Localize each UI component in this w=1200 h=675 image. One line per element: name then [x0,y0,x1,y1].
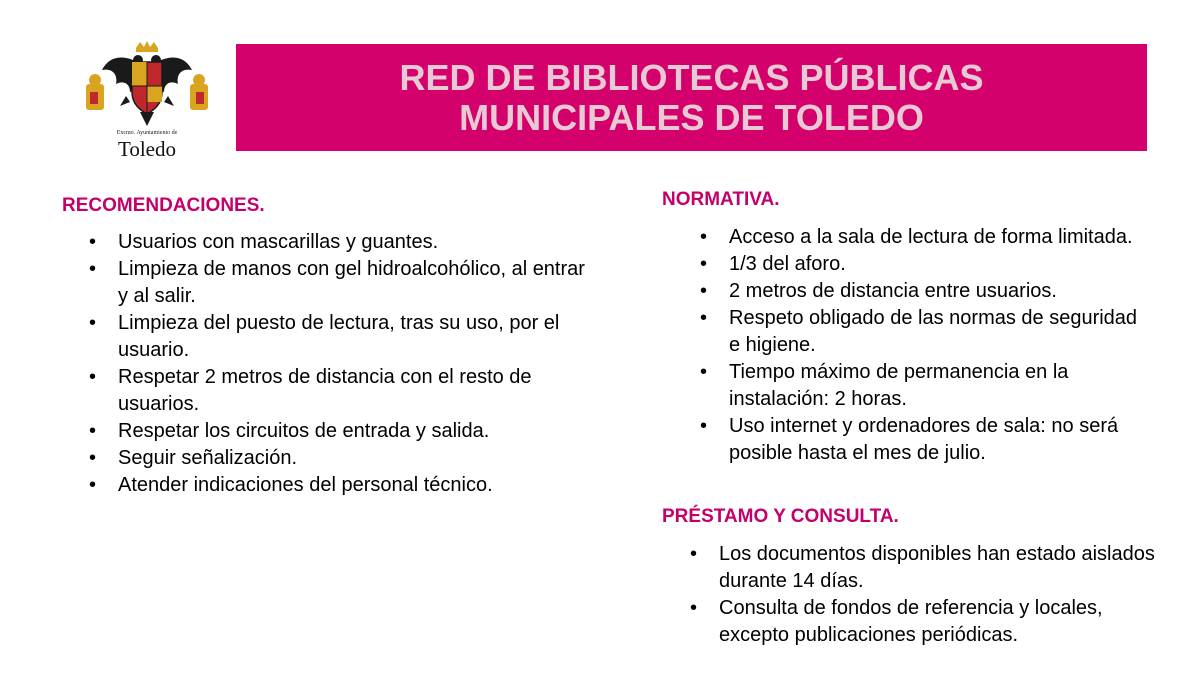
list-item: • Respeto obligado de las normas de seguridad e higiene. [698,305,1138,359]
list-item: • 2 metros de distancia entre usuarios. [698,278,1138,305]
list-item: • Respetar los circuitos de entrada y salida. [87,418,587,445]
list-item: • Tiempo máximo de permanencia en la instalación: 2 horas. [698,359,1138,413]
normativa-list [698,224,1138,467]
title-banner [236,44,1147,151]
page-title-line-1: RED DE BIBLIOTECAS PÚBLICAS [399,57,984,98]
logo-city-name: Toledo [117,137,177,161]
list-item: • Consulta de fondos de referencia y locales, excepto publicaciones periódicas. [688,595,1158,649]
recomendaciones-list [87,229,587,499]
recomendaciones-heading: RECOMENDACIONES. [62,195,265,216]
prestamo-list [688,541,1158,649]
list-item: • Atender indicaciones del personal técnico. [87,472,587,499]
page-title [236,58,1147,138]
list-item: • Seguir señalización. [87,445,587,472]
list-item: • Acceso a la sala de lectura de forma limitada. [698,224,1138,251]
list-item: • 1/3 del aforo. [698,251,1138,278]
list-item: • Los documentos disponibles han estado aislados durante 14 días. [688,541,1158,595]
page-title-line-2: MUNICIPALES DE TOLEDO [459,97,924,138]
coat-of-arms-icon [82,40,212,132]
list-item: • Usuarios con mascarillas y guantes. [87,229,587,256]
logo-caption-small: Excmo. Ayuntamiento de [116,130,178,136]
normativa-heading: NORMATIVA. [662,189,780,210]
list-item: • Respetar 2 metros de distancia con el resto de usuarios. [87,364,587,418]
prestamo-heading: PRÉSTAMO Y CONSULTA. [662,506,899,527]
list-item: • Limpieza de manos con gel hidroalcohólico, al entrar y al salir. [87,256,587,310]
list-item: • Uso internet y ordenadores de sala: no será posible hasta el mes de julio. [698,413,1138,467]
toledo-coat-of-arms-logo [82,40,212,165]
list-item: • Limpieza del puesto de lectura, tras su uso, por el usuario. [87,310,587,364]
